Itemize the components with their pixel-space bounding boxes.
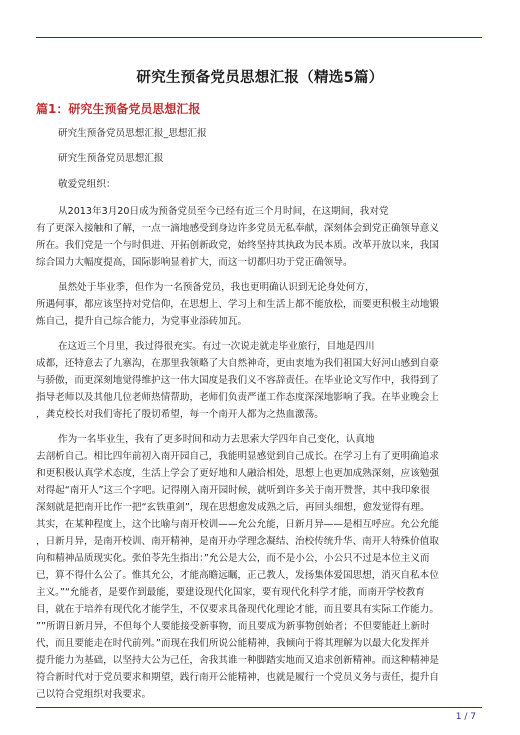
- paragraph-line: 所在。我们党是一个与时俱进、开拓创新政党，始终坚持其执政为民本质。改革开放以来，我国: [36, 240, 439, 251]
- paragraph-line: 在这近三个月里，我过得很充实。有过一次说走就走毕业旅行，目地是四川: [58, 341, 375, 352]
- salutation: 敬爱党组织：: [58, 179, 116, 190]
- header-rule: [36, 37, 482, 38]
- paragraph-line: 深刻就是把南开比作一把“玄铁重剑”，现在思想愈发成熟之后，再回头细想，愈发觉得有理。: [36, 502, 430, 513]
- paragraph-line: 从2013年3月20日成为预备党员至今已经有近三个月时间，在这期间，我对党: [58, 206, 389, 217]
- paragraph-line: 指导老师以及其他几位老师热情帮助，老师们负责严谨工作态度深深地影响了我。在毕业晚会上: [36, 392, 439, 403]
- paragraph-line: 向和精神品质现实化。张伯苓先生指出：”允公是大公，而不是小公，小公只不过是本位主义而: [36, 553, 430, 564]
- paragraph-line: 已，算不得什么公了。惟其允公，才能高瞻远瞩，正己教人，发扬集体爱国思想，消灭自私本位: [36, 570, 439, 581]
- paragraph-line: 虽然处于毕业季，但作为一名预备党员，我也更明确认识到无论身处何方，: [58, 282, 375, 293]
- section-heading: 篇1：研究生预备党员思想汇报: [36, 102, 201, 116]
- paragraph-line: 综合国力大幅度提高，国际影响显着扩大，而这一切都归功于党正确领导。: [36, 257, 353, 268]
- paragraph-line: 己以符合党组织对我要求。: [36, 689, 152, 700]
- paragraph-line: 代，而且要能走在时代前列。”而现在我们所说公能精神，我倾向于将其理解为以最大化发挥并: [36, 638, 430, 649]
- paragraph-line: 对得起“南开人”这三个字吧。记得刚入南开园时候，就听到许多关于南开赞誉，其中我印象很: [36, 485, 430, 496]
- paragraph-line: 符合新时代对于党员要求和期望，践行南开公能精神，也就是履行一个党员义务与责任，提升自: [36, 672, 439, 683]
- paragraph-line: 去剖析自己。相比四年前初入南开园自己，我能明显感觉到自己成长。在学习上有了更明确追求: [36, 451, 439, 462]
- paragraph-line: 成都，还特意去了九寨沟，在那里我领略了大自然神奇，更由衷地为我们祖国大好河山感到自豪: [36, 358, 439, 369]
- paragraph-line: ””所谓日新月异，不但每个人要能接受新事物，而且要成为新事物创始者；不但要能赶上新时: [36, 621, 430, 632]
- paragraph-line: ，日新月异，是南开校训、南开精神，是南开办学理念凝结、治校传统升华、南开人特殊价值取: [36, 536, 439, 547]
- paragraph-line: 其实，在某种程度上，这个比喻与南开校训——允公允能，日新月异——是相互呼应。允公允能: [36, 519, 439, 530]
- subtitle-line: 研究生预备党员思想汇报_思想汇报: [58, 128, 207, 139]
- paragraph-line: 有了更深入接触和了解，一点一滴地感受到身边许多党员无私奉献，深刻体会到党正确领导意义: [36, 223, 439, 234]
- document-title: 研究生预备党员思想汇报（精选5篇）: [136, 70, 384, 86]
- paragraph-line: 和更积极认真学术态度，生活上学会了更好地和人融洽相处，思想上也更加成熟深刻，应该勉强: [36, 468, 439, 479]
- paragraph-line: ，龚克校长对我们寄托了殷切希望，每一个南开人都为之热血激荡。: [36, 409, 324, 420]
- subtitle-line: 研究生预备党员思想汇报: [58, 153, 164, 164]
- paragraph-line: 与骄傲，而更深刻地觉得维护这一伟大国度是我们义不容辞责任。在毕业论文写作中，我得到了: [36, 375, 439, 386]
- paragraph-line: 目，就在于培养有现代化才能学生，不仅要求具备现代化理论才能，而且要具有实际工作能力。: [36, 604, 439, 615]
- page-indicator: 1 / 7: [455, 712, 476, 722]
- paragraph-line: 主义。”“允能者，是要作到最能，要建设现代化国家，要有现代化科学才能，而南开学校教育: [36, 587, 425, 598]
- paragraph-line: 炼自己，提升自己综合能力，为党事业添砖加瓦。: [36, 316, 248, 327]
- paragraph-line: 作为一名毕业生，我有了更多时间和动力去思索大学四年自己变化，认真地: [58, 434, 375, 445]
- footer-rule: [36, 707, 482, 708]
- paragraph-line: 提升能力为基础，以坚持大公为己任，舍我其谁一种脚踏实地而又追求创新精神。而这种精神是: [36, 655, 439, 666]
- paragraph-line: 所遇何事，都应该坚持对党信仰，在思想上、学习上和生活上都不能放松，而要更积极主动地锻: [36, 299, 439, 310]
